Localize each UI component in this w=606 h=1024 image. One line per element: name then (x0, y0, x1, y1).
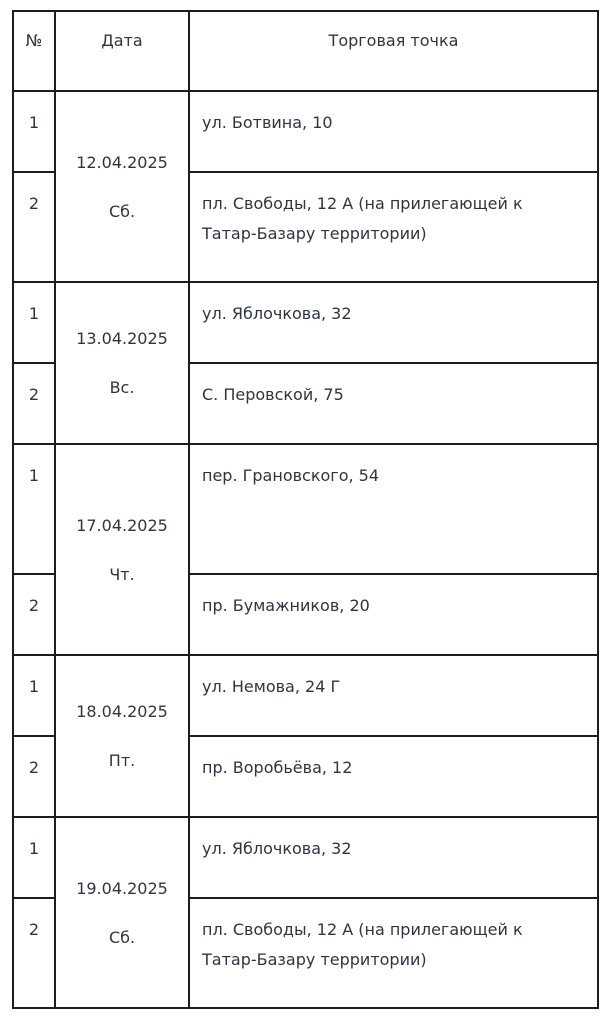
place-cell (189, 363, 598, 444)
place-line: пер. Грановского, 54 (202, 466, 380, 485)
place-line: ул. Ботвина, 10 (202, 113, 333, 132)
table-row (13, 817, 598, 898)
place-line: С. Перовской, 75 (202, 385, 344, 404)
date-cell (55, 282, 189, 444)
row-num: 2 (13, 898, 55, 1008)
weekday-value: Вс. (109, 378, 135, 397)
place-line: пл. Свободы, 12 А (на прилегающей к (202, 194, 523, 213)
place-cell (189, 172, 598, 282)
date-cell (55, 655, 189, 817)
place-cell (189, 898, 598, 1008)
place-cell (189, 736, 598, 817)
place-cell (189, 655, 598, 736)
row-num: 1 (13, 817, 55, 898)
place-line: Татар-Базару территории) (202, 950, 427, 969)
row-num: 2 (13, 736, 55, 817)
header-date: Дата (55, 11, 189, 91)
place-line: пр. Бумажников, 20 (202, 596, 370, 615)
row-num: 1 (13, 282, 55, 363)
place-cell (189, 282, 598, 363)
table-header-row (13, 11, 598, 91)
date-value: 13.04.2025 (76, 329, 168, 348)
row-num: 2 (13, 574, 55, 655)
row-num: 1 (13, 444, 55, 574)
date-cell (55, 91, 189, 282)
place-line: пр. Воробьёва, 12 (202, 758, 353, 777)
weekday-value: Сб. (108, 201, 136, 221)
header-num: № (13, 11, 55, 91)
row-num: 2 (13, 172, 55, 282)
table-row (13, 655, 598, 736)
place-line: ул. Немова, 24 Г (202, 677, 341, 696)
date-value: 17.04.2025 (76, 515, 168, 535)
place-line: пл. Свободы, 12 А (на прилегающей к (202, 920, 523, 939)
schedule-table (12, 10, 599, 1009)
date-value: 19.04.2025 (76, 878, 168, 898)
place-cell (189, 574, 598, 655)
table-row (13, 444, 598, 574)
place-line: ул. Яблочкова, 32 (202, 839, 352, 858)
header-place: Торговая точка (189, 11, 598, 91)
date-value: 12.04.2025 (76, 152, 168, 172)
weekday-value: Сб. (108, 927, 136, 947)
weekday-value: Чт. (109, 564, 135, 584)
place-cell (189, 817, 598, 898)
row-num: 1 (13, 655, 55, 736)
table-row (13, 282, 598, 363)
row-num: 2 (13, 363, 55, 444)
place-line: Татар-Базару территории) (202, 224, 427, 243)
row-num: 1 (13, 91, 55, 172)
place-line: ул. Яблочкова, 32 (202, 304, 352, 323)
date-cell (55, 817, 189, 1008)
table-row (13, 91, 598, 172)
date-cell (55, 444, 189, 655)
weekday-value: Пт. (108, 751, 136, 770)
place-cell (189, 444, 598, 574)
place-cell (189, 91, 598, 172)
date-value: 18.04.2025 (76, 702, 168, 721)
